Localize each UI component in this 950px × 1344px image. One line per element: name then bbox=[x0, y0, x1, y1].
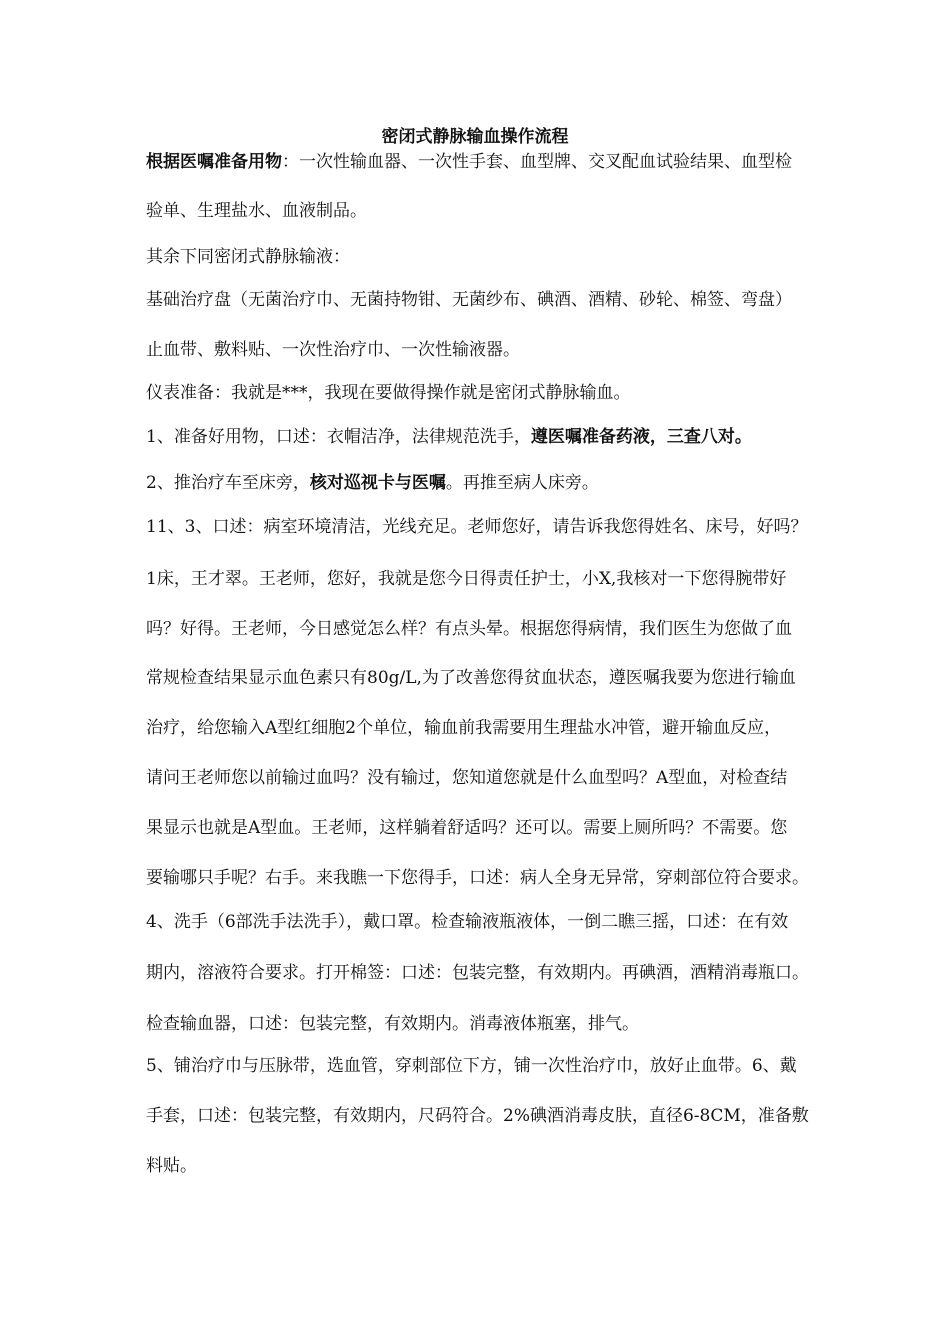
text-line: 手套，口述：包装完整，有效期内，尺码符合。2%碘酒消毒皮肤，直径6-8CM，准备敷 bbox=[146, 1106, 809, 1126]
text-line: 料贴。 bbox=[146, 1156, 197, 1176]
bold-lead: 根据医嘱准备用物 bbox=[146, 152, 282, 172]
text-line: 果显示也就是A型血。王老师，这样躺着舒适吗？还可以。需要上厕所吗？不需要。您 bbox=[146, 818, 788, 838]
line-text: 1、准备好用物，口述：衣帽洁净，法律规范洗手， bbox=[146, 427, 531, 447]
bold-text: 遵医嘱准备药液，三查八对。 bbox=[530, 427, 752, 447]
line-text: 2、推治疗车至床旁， bbox=[146, 473, 310, 493]
text-line: 检查输血器，口述：包装完整，有效期内。消毒液体瓶塞，排气。 bbox=[146, 1014, 639, 1034]
bold-text: 核对巡视卡与医嘱 bbox=[309, 473, 446, 493]
page-title: 密闭式静脉输血操作流程 bbox=[381, 127, 569, 147]
text-line: 期内，溶液符合要求。打开棉签：口述：包装完整，有效期内。再碘酒，酒精消毒瓶口。 bbox=[146, 963, 809, 983]
text-line: 要输哪只手呢？右手。来我瞧一下您得手，口述：病人全身无异常，穿刺部位符合要求。 bbox=[146, 868, 809, 888]
text-line: 仪表准备：我就是***，我现在要做得操作就是密闭式静脉输血。 bbox=[146, 383, 631, 403]
text-line: 验单、生理盐水、血液制品。 bbox=[146, 201, 367, 221]
text-line: 基础治疗盘（无菌治疗巾、无菌持物钳、无菌纱布、碘酒、酒精、砂轮、棉签、弯盘） bbox=[146, 290, 792, 310]
text-line: 吗？好得。王老师，今日感觉怎么样？有点头晕。根据您得病情，我们医生为您做了血 bbox=[146, 619, 792, 639]
line-tail: 。再推至病人床旁。 bbox=[445, 473, 599, 493]
text-line: 止血带、敷料贴、一次性治疗巾、一次性输液器。 bbox=[146, 340, 520, 360]
text-line: 常规检查结果显示血色素只有80g/L,为了改善您得贫血状态，遵医嘱我要为您进行输血 bbox=[146, 668, 796, 688]
text-line bbox=[146, 150, 906, 174]
text-line bbox=[146, 471, 906, 495]
text-line: 1床，王才翠。王老师，您好，我就是您今日得责任护士，小X,我核对一下您得腕带好 bbox=[146, 569, 787, 589]
text-line bbox=[146, 425, 906, 449]
text-line: 治疗，给您输入A型红细胞2个单位，输血前我需要用生理盐水冲管，避开输血反应， bbox=[146, 718, 782, 738]
text-line: 请问王老师您以前输过血吗？没有输过，您知道您就是什么血型吗？A型血，对检查结 bbox=[146, 768, 788, 788]
line-text: ：一次性输血器、一次性手套、血型牌、交叉配血试验结果、血型检 bbox=[282, 152, 792, 172]
text-line: 其余下同密闭式静脉输液： bbox=[146, 247, 350, 267]
text-line: 4、洗手（6部洗手法洗手），戴口罩。检查输液瓶液体，一倒二瞧三摇，口述：在有效 bbox=[146, 912, 789, 932]
text-line: 11、3、口述：病室环境清洁，光线充足。老师您好，请告诉我您得姓名、床号，好吗？ bbox=[146, 517, 808, 537]
text-line: 5、铺治疗巾与压脉带，选血管，穿刺部位下方，铺一次性治疗巾，放好止血带。6、戴 bbox=[146, 1056, 797, 1076]
